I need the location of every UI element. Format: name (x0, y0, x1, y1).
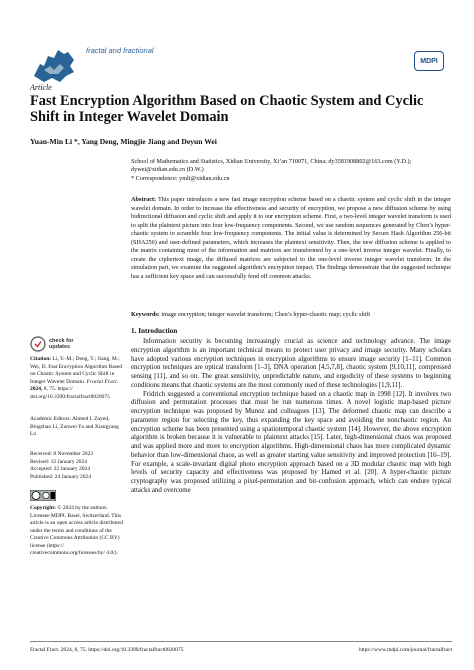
citation-year: 2024, (30, 386, 43, 392)
published-date: Published: 24 January 2024 (30, 473, 91, 480)
journal-name: fractal and fractional (86, 46, 154, 55)
paragraph: Fridrich suggested a conventional encryption technique based on a chaotic map in 1998 [12]. It involves two diffusion and permutation processes that must be run numerous times. A novel logistic map-based picture encryption technique was proposed by Munoz and colleagues [13]. The deformed chaotic map can describe a parameter region for selecting the key, thus expanding the key space and avoiding the nonchaotic region. An encryption scheme has been presented using a spatiotemporal chaotic system [14]. However, the above encryption algorithm is broken because it is vulnerable to plaintext attacks [15]. Later, high-dimensional chaos was proposed and was applied more and more to encryption algorithms. High-dimensional chaos has more complicated dynamic behavior than low-dimensional chaos, as well as greater starting value sensitivity and improved protection [16–19]. For example, a scale-invariant digital photo encryption approach based on a 3D modular chaotic map with high levels of security capacity and effectiveness was proposed by Hamed et al. [20]. A hyper-chaotic picture cryptography was proposed utilizing a pixel-permutation and bit-confusion approach, which can endure typical attacks and overcome (131, 390, 451, 494)
copyright-block (30, 505, 124, 558)
keywords-text: image encryption; integer wavelet transform; Chen’s hyper-chaotic map; cyclic shift (161, 311, 371, 318)
article-type: Article (30, 83, 52, 92)
abstract-text: This paper introduces a new fast image encryption scheme based on a chaotic system and cyclic shift in the integer wavelet domain. In order to increase the effectiveness and security of encryption, we propose a new diffusion scheme by using bidirectional diffusion and cyclic shift and apply it to our encryption scheme. First, a two-level integer wavelet transform is used to split the plaintext picture into four low-frequency components. Second, we use random sequences generated by Chen’s hyper-chaotic system to scramble four low-frequency components. The initial value is determined by Secure Hash Algorithm 256-bit (SHA256) and user-defined parameters, which increases the plaintext sensitivity. Then, the new diffusion scheme is applied to the matrix containing most of the information and matrices are transformed by a one-level inverse integer wavelet. Finally, to create the ciphertext image, the diffused matrices are subjected to the one-level inverse integer wavelet transform. In the simulation part, we examine the suggested algorithm’s encryption impact. The findings demonstrate that the suggested technique has a sufficient key space and can successfully fend off common attacks. (131, 196, 451, 280)
check-updates-label: check for updates (49, 338, 74, 350)
keywords (131, 311, 451, 319)
revised-date: Revised: 12 January 2024 (30, 458, 87, 465)
copyright-text: © 2024 by the authors. Licensee MDPI, Basel, Switzerland. This article is an open access article distributed under the terms and conditions of the Creative Commons Attribution (CC BY) license (https:// creativecommons.org/licenses/by/ 4.0/). (30, 505, 123, 556)
body-text (131, 338, 451, 496)
author-list: Yuan-Min Li *, Yang Deng, Mingjie Jiang and Deyun Wei (30, 137, 217, 146)
affiliation-line: School of Mathematics and Statistics, Xidian University, Xi’an 710071, China; dy3581908802@163.com (Y.D.); (131, 158, 412, 165)
paragraph: Information security is becoming increasingly crucial as science and technology advance. The image encryption algorithm is an important technical means to protect user privacy and image security. Many scholars have adopted various encryption techniques in encryption algorithms to ensure image security [1–11]. Common encryption techniques are optical transform [1–3], DNA operation [4,5,7,8], chaotic system [9,10,11], compressed sensing [11], and so on. The great sensitivity, unpredictable nature, and ergodicity of these systems to beginning conditions means that chaotic systems are the most commonly used of these technologies [1,9,11]. (131, 338, 451, 389)
cc-license-icon (30, 490, 56, 501)
correspondence-line: * Correspondence: ymli@xidian.edu.cn (131, 174, 230, 182)
accepted-date: Accepted: 22 January 2024 (30, 466, 91, 472)
journal-logo-icon (30, 46, 78, 86)
citation-volume: 8, 75. https:// (43, 386, 73, 392)
keywords-label: Keywords: (131, 311, 160, 318)
abstract-label: Abstract: (131, 196, 157, 203)
footer-citation: Fractal Fract. 2024, 8, 75. https://doi.org/10.3390/fractalfract8020075 (30, 647, 184, 653)
citation-label: Citation: (30, 356, 52, 362)
section-heading: 1. Introduction (131, 327, 178, 335)
check-updates-icon (30, 336, 46, 352)
citation-block (30, 356, 124, 401)
footer-divider (30, 641, 452, 642)
citation-journal: Fractal Fract. (86, 378, 119, 385)
affiliation-block (131, 158, 451, 183)
dates-block (30, 451, 124, 481)
copyright-label: Copyright: (30, 505, 56, 511)
affiliation-line: dywei@xidian.edu.cn (D.W.) (131, 166, 204, 174)
paper-title: Fast Encryption Algorithm Based on Chaotic System and Cyclic Shift in Integer Wavelet Domain (30, 93, 424, 125)
citation-doi[interactable]: doi.org/10.3390/fractalfract8020075 (30, 393, 110, 400)
abstract (131, 196, 451, 281)
publisher-logo: MDPI (414, 51, 444, 71)
received-date: Received: 8 November 2023 (30, 451, 94, 457)
academic-editors: Academic Editors: Ahmed I. Zayed, Bingzhao Li, Zunwei Fu and Xiangyang Lu (30, 416, 119, 437)
check-for-updates-badge[interactable] (30, 336, 100, 352)
footer-journal-link[interactable]: https://www.mdpi.com/journal/fractalfract (358, 647, 452, 653)
citation-text: Li, Y.-M.; Deng, Y.; Jiang, M.; Wei, D. Fast Encryption Algorithm Based on Chaotic System and Cyclic Shift in Integer Wavelet Domain. (30, 356, 122, 385)
